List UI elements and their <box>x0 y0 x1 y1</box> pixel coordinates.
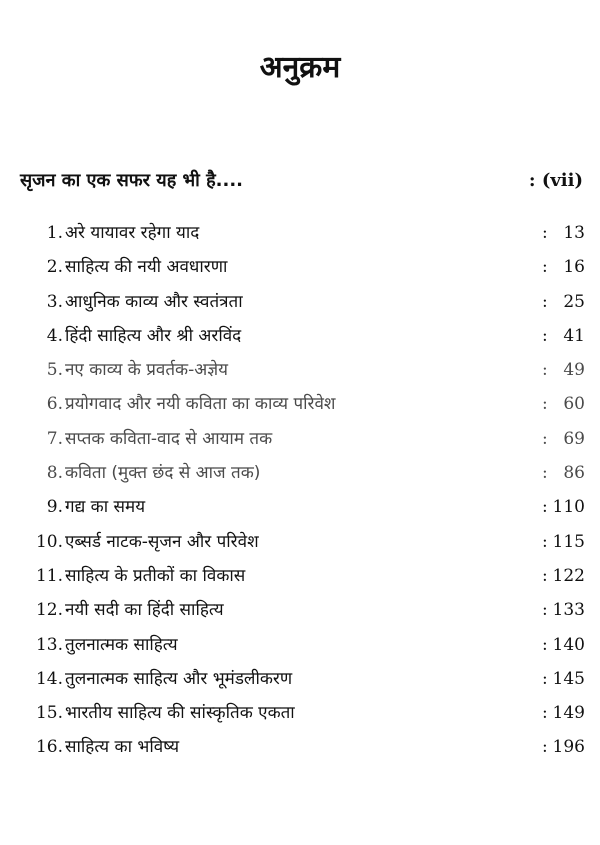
entry-separator: : <box>542 325 548 346</box>
entry-title: नए काव्य के प्रवर्तक-अज्ञेय <box>65 360 228 381</box>
entry-title: प्रयोगवाद और नयी कविता का काव्य परिवेश <box>65 394 336 415</box>
entry-separator: : <box>542 634 548 655</box>
entry-page: 196 <box>552 737 585 758</box>
entry-separator: : <box>542 428 548 449</box>
entry-number: 3. <box>46 291 63 312</box>
entry-separator: : <box>542 463 548 484</box>
entry-separator: : <box>542 497 548 518</box>
toc-entry <box>20 285 585 319</box>
toc-entry <box>20 696 585 730</box>
toc-entry <box>20 422 585 456</box>
entry-separator: : <box>542 223 548 243</box>
toc-entry <box>20 353 585 387</box>
entry-number: 2. <box>46 257 63 278</box>
entry-title: भारतीय साहित्य की सांस्कृतिक एकता <box>65 703 295 724</box>
toc-entry <box>20 593 585 627</box>
entry-title: सप्तक कविता-वाद से आयाम तक <box>65 428 273 449</box>
entry-page: 86 <box>563 463 585 484</box>
entry-separator: : <box>542 565 548 586</box>
entry-page: 25 <box>563 291 585 312</box>
entry-page: 49 <box>563 360 585 381</box>
toc-entry <box>20 490 585 524</box>
entry-number: 11. <box>35 565 63 586</box>
entry-page: 16 <box>563 257 585 278</box>
toc-entry <box>20 559 585 593</box>
entry-separator: : <box>542 257 548 278</box>
entry-page: 122 <box>552 565 585 586</box>
preface-title: सृजन का एक सफर यह भी है.... <box>20 170 244 191</box>
entry-separator: : <box>542 703 548 724</box>
entry-title: गद्य का समय <box>65 497 146 518</box>
entry-number: 16. <box>35 737 63 758</box>
entry-separator: : <box>542 668 548 689</box>
entry-title: आधुनिक काव्य और स्वतंत्रता <box>65 291 243 312</box>
entry-number: 14. <box>35 668 63 689</box>
toc-entry <box>20 319 585 353</box>
entry-page: 115 <box>552 531 585 552</box>
entry-page: 60 <box>563 394 585 415</box>
entry-number: 15. <box>35 703 63 724</box>
entry-page: 145 <box>552 668 585 689</box>
entry-title: तुलनात्मक साहित्य <box>65 634 178 655</box>
entry-separator: : <box>542 737 548 758</box>
entry-title: हिंदी साहित्य और श्री अरविंद <box>65 325 242 346</box>
preface-page: : (vii) <box>528 170 583 191</box>
entry-page: 110 <box>552 497 585 518</box>
table-of-contents <box>20 216 585 765</box>
entry-title: साहित्य का भविष्य <box>65 737 180 758</box>
entry-number: 12. <box>35 600 63 621</box>
entry-page: 149 <box>552 703 585 724</box>
entry-number: 6. <box>46 394 63 415</box>
entry-separator: : <box>542 360 548 381</box>
toc-entry <box>20 730 585 764</box>
entry-number: 10. <box>35 531 63 552</box>
toc-entry <box>20 216 585 250</box>
entry-number: 5. <box>46 360 63 381</box>
entry-number: 4. <box>46 325 63 346</box>
toc-entry <box>20 628 585 662</box>
entry-page: 133 <box>552 600 585 621</box>
page-title: अनुक्रम <box>259 50 341 85</box>
toc-entry <box>20 456 585 490</box>
toc-entry <box>20 387 585 421</box>
entry-title: साहित्य के प्रतीकों का विकास <box>65 565 246 586</box>
entry-separator: : <box>542 531 548 552</box>
entry-title: एब्सर्ड नाटक-सृजन और परिवेश <box>65 531 259 552</box>
toc-entry <box>20 525 585 559</box>
entry-title: साहित्य की नयी अवधारणा <box>65 257 228 278</box>
entry-number: 1. <box>46 223 63 243</box>
entry-title: नयी सदी का हिंदी साहित्य <box>65 600 224 621</box>
entry-separator: : <box>542 600 548 621</box>
entry-page: 140 <box>552 634 585 655</box>
entry-page: 41 <box>563 325 585 346</box>
entry-page: 13 <box>563 223 585 243</box>
entry-page: 69 <box>563 428 585 449</box>
entry-number: 7. <box>46 428 63 449</box>
entry-separator: : <box>542 394 548 415</box>
preface-entry <box>20 166 583 196</box>
entry-number: 13. <box>35 634 63 655</box>
entry-title: कविता (मुक्त छंद से आज तक) <box>65 463 261 484</box>
entry-number: 9. <box>46 497 63 518</box>
toc-entry <box>20 662 585 696</box>
entry-separator: : <box>542 291 548 312</box>
entry-title: तुलनात्मक साहित्य और भूमंडलीकरण <box>65 668 293 689</box>
toc-entry <box>20 250 585 284</box>
entry-number: 8. <box>46 463 63 484</box>
entry-title: अरे यायावर रहेगा याद <box>65 223 200 243</box>
